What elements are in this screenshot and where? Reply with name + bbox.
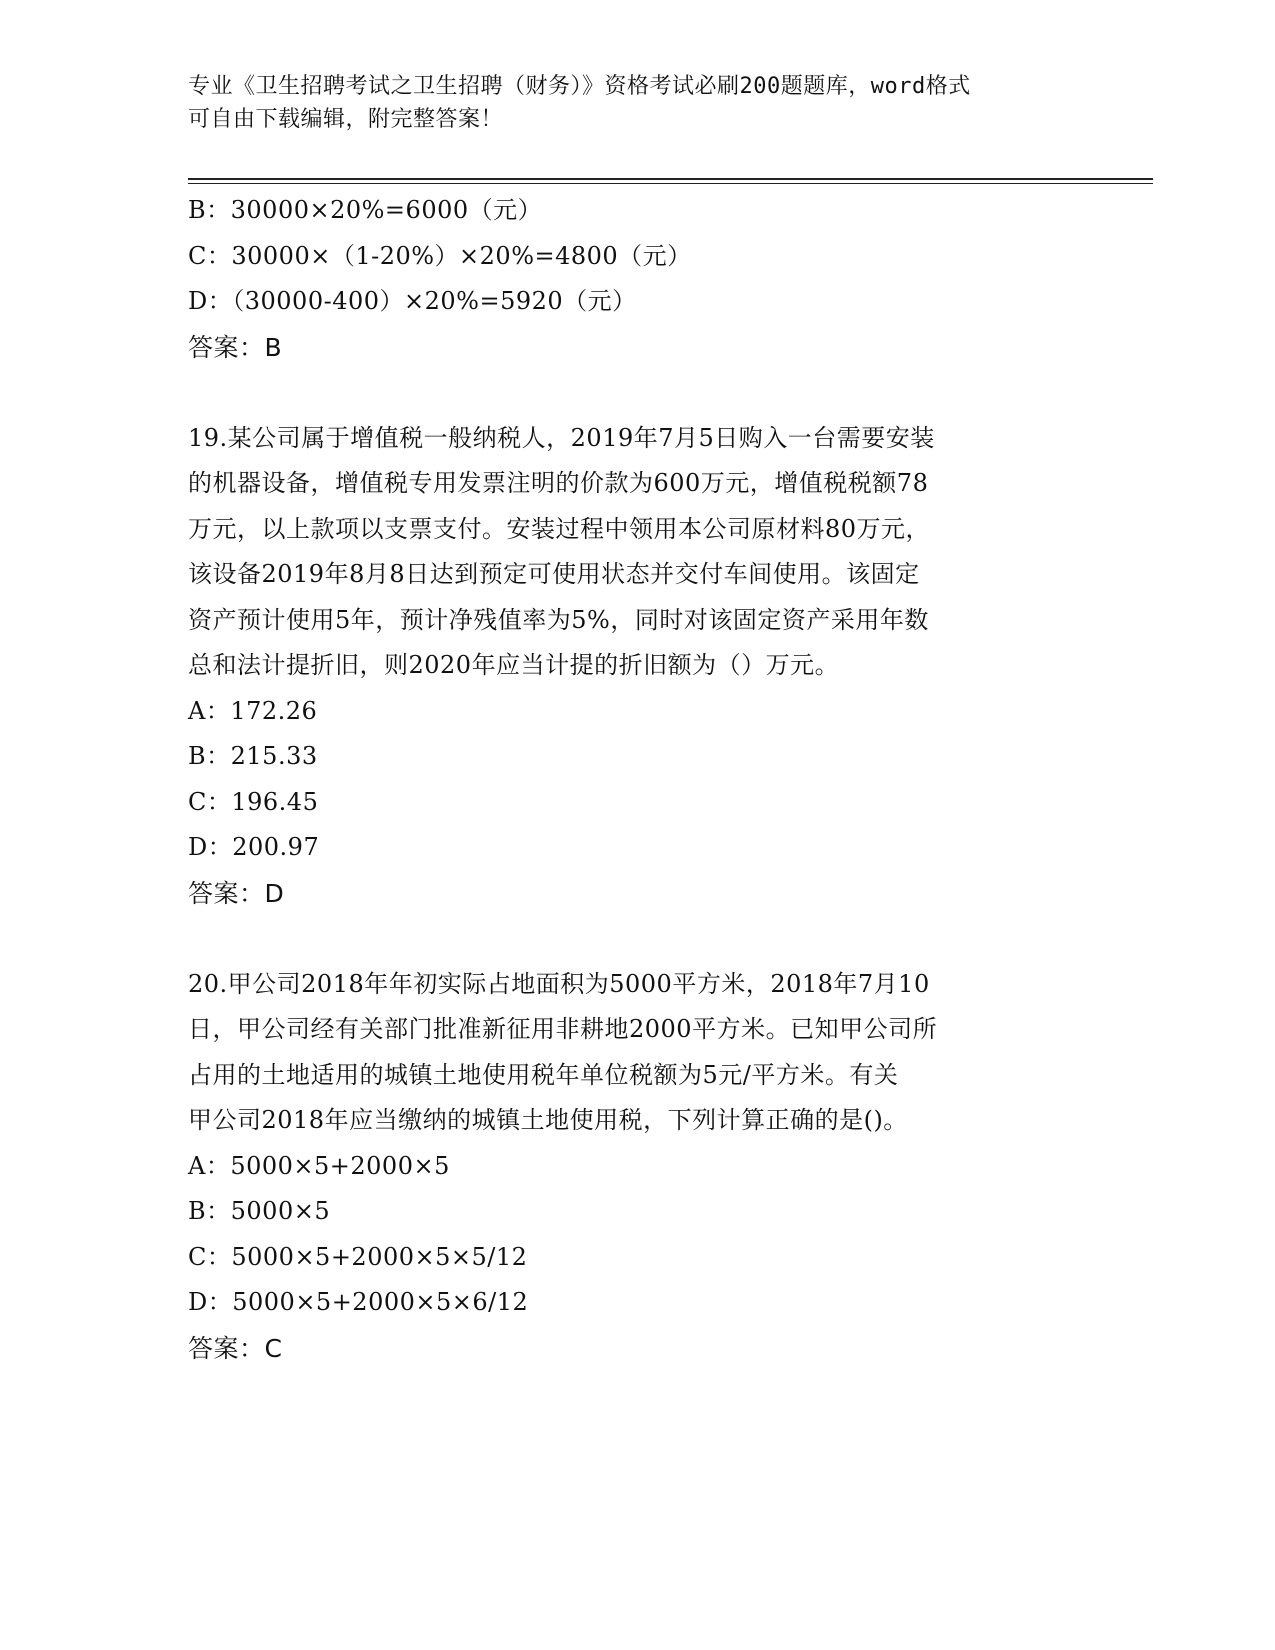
q19-option-c: C：196.45 [188, 787, 319, 816]
document-body [188, 188, 1088, 1371]
q19-stem-line: 19.某公司属于增值税一般纳税人，2019年7月5日购入一台需要安装 [188, 423, 935, 452]
q19-stem-line: 资产预计使用5年，预计净残值率为5%，同时对该固定资产采用年数 [188, 605, 929, 634]
q20-option-b: B：5000×5 [188, 1197, 331, 1225]
q20-stem-line: 20.甲公司2018年年初实际占地面积为5000平方米，2018年7月10 [188, 969, 930, 998]
header-line-2: 可自由下载编辑，附完整答案！ [188, 107, 504, 132]
document-header [188, 70, 1088, 136]
q19-stem-line: 总和法计提折旧，则2020年应当计提的折旧额为（）万元。 [188, 651, 840, 679]
header-line-1: 专业《卫生招聘考试之卫生招聘（财务）》资格考试必刷200题题库，word格式 [188, 74, 971, 99]
spacer [188, 370, 1088, 416]
question-19 [188, 416, 1088, 917]
q19-option-d: D：200.97 [188, 833, 320, 861]
header-divider-thin [188, 183, 1153, 184]
q19-stem-line: 万元，以上款项以支票支付。安装过程中领用本公司原材料80万元， [188, 514, 931, 543]
q20-option-d: D：5000×5+2000×5×6/12 [188, 1288, 529, 1316]
q20-option-a: A：5000×5+2000×5 [188, 1151, 450, 1180]
q18-option-c: C：30000×（1-20%）×20%=4800（元） [188, 241, 692, 270]
spacer [188, 916, 1088, 962]
q18-option-b: B：30000×20%=6000（元） [188, 196, 543, 224]
q19-option-a: A：172.26 [188, 696, 318, 725]
header-divider-thick [188, 178, 1153, 180]
q20-stem-line: 占用的土地适用的城镇土地使用税年单位税额为5元/平方米。有关 [188, 1060, 899, 1089]
question-20 [188, 962, 1088, 1372]
q19-stem-line: 的机器设备，增值税专用发票注明的价款为600万元，增值税税额78 [188, 469, 929, 497]
q20-option-c: C：5000×5+2000×5×5/12 [188, 1242, 528, 1271]
q20-stem-line: 日，甲公司经有关部门批准新征用非耕地2000平方米。已知甲公司所 [188, 1015, 938, 1043]
question-18-continued [188, 188, 1088, 370]
q19-answer: 答案：D [188, 878, 285, 908]
q18-option-d: D：（30000-400）×20%=5920（元） [188, 287, 637, 315]
q19-option-b: B：215.33 [188, 742, 318, 770]
q18-answer: 答案：B [188, 332, 283, 362]
q20-answer: 答案：C [188, 1333, 283, 1363]
q20-stem-line: 甲公司2018年应当缴纳的城镇土地使用税，下列计算正确的是()。 [188, 1106, 908, 1134]
q19-stem-line: 该设备2019年8月8日达到预定可使用状态并交付车间使用。该固定 [188, 560, 920, 588]
